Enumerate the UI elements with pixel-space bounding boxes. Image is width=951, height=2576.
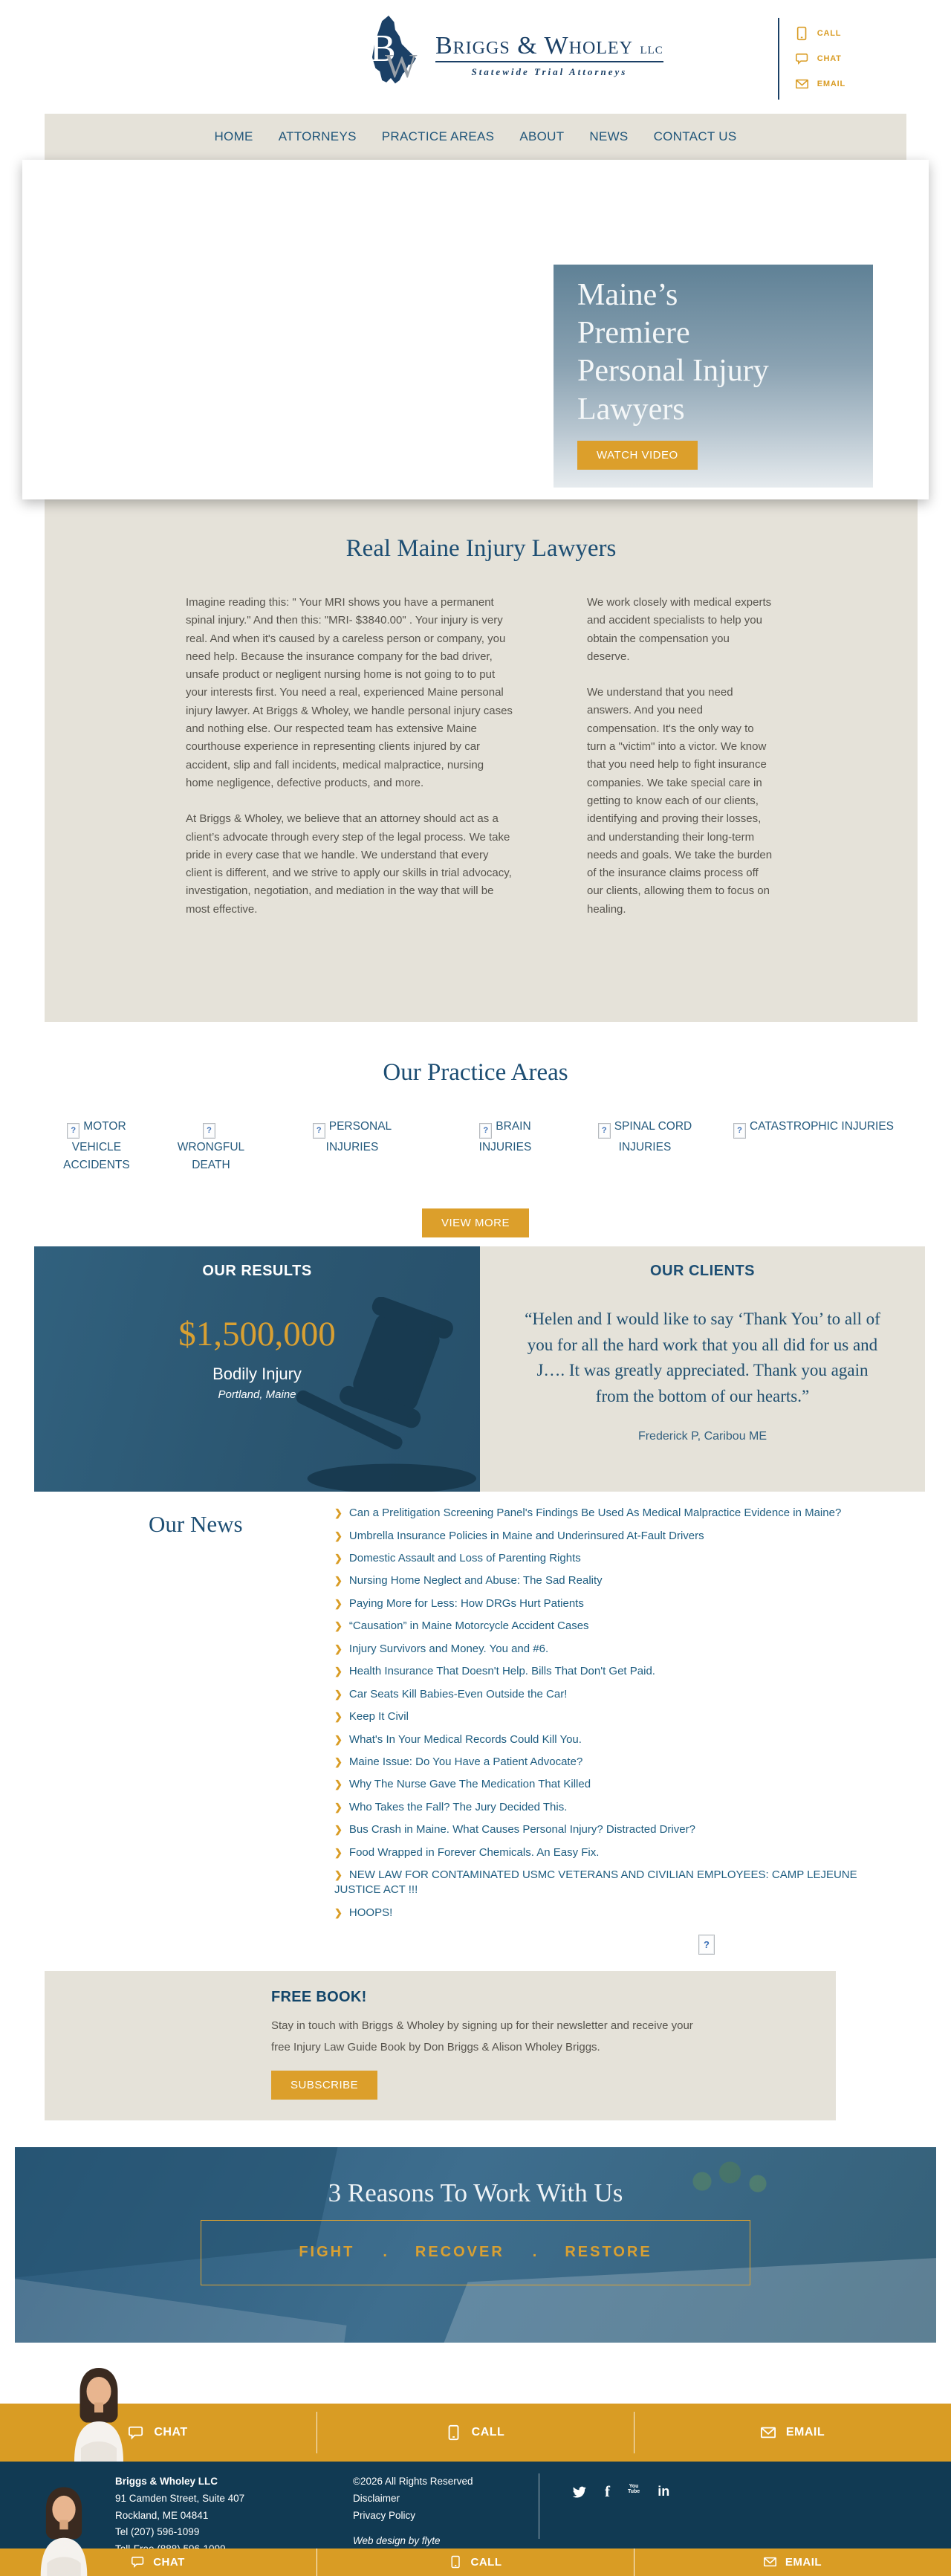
intro-right-column xyxy=(587,594,774,936)
firm-name: Briggs & Wholey llc xyxy=(435,33,663,62)
chevron-right-icon: ❯ xyxy=(334,1906,343,1918)
practice-areas-section xyxy=(0,1022,951,1237)
firm-tagline: Statewide Trial Attorneys xyxy=(471,65,628,77)
news-link[interactable]: ❯ HOOPS! xyxy=(334,1906,393,1919)
chat-button[interactable]: CHAT xyxy=(0,2404,317,2462)
nav-link[interactable]: PRACTICE AREAS xyxy=(381,129,495,143)
practice-area-link[interactable]: ?MOTOR VEHICLE ACCIDENTS xyxy=(57,1118,136,1174)
chevron-right-icon: ❯ xyxy=(334,1846,343,1858)
results-location: Portland, Maine xyxy=(218,1388,296,1402)
results-case-type: Bodily Injury xyxy=(212,1365,302,1384)
footer-address2: Rockland, ME 04841 xyxy=(115,2509,209,2521)
youtube-icon[interactable]: You Tube xyxy=(628,2483,640,2495)
maine-map-logo-icon xyxy=(357,13,425,101)
sticky-call-button[interactable]: CALL xyxy=(317,2549,634,2576)
news-link[interactable]: ❯ Why The Nurse Gave The Medication That Killed xyxy=(334,1778,591,1791)
news-section xyxy=(0,1499,951,1924)
email-button[interactable]: EMAIL xyxy=(634,2412,951,2453)
clients-title: OUR CLIENTS xyxy=(649,1263,756,1280)
footer xyxy=(0,2462,951,2549)
news-link[interactable]: ❯ Maine Issue: Do You Have a Patient Advocate? xyxy=(334,1755,583,1768)
chevron-right-icon: ❯ xyxy=(334,1507,343,1519)
footer-address1: 91 Camden Street, Suite 407 xyxy=(115,2492,245,2504)
nav-link[interactable]: NEWS xyxy=(589,129,629,143)
news-link[interactable]: ❯ Nursing Home Neglect and Abuse: The Sad Reality xyxy=(334,1574,603,1588)
header-call-link[interactable]: CALL xyxy=(796,21,845,46)
email-icon xyxy=(796,77,808,91)
chevron-right-icon: ❯ xyxy=(334,1779,343,1790)
phone-icon xyxy=(447,2424,461,2441)
intro-title: Real Maine Injury Lawyers xyxy=(345,535,617,562)
chevron-right-icon: ❯ xyxy=(334,1688,343,1700)
reason-word-restore: RESTORE xyxy=(565,2244,652,2261)
nav-link[interactable]: HOME xyxy=(214,129,253,143)
testimonial-attribution: Frederick P, Caribou ME xyxy=(637,1430,767,1443)
news-link[interactable]: ❯ Keep It Civil xyxy=(334,1710,409,1724)
client-testimonial: “Helen and I would like to say ‘Thank You’ to all of you for all the hard work that you all did for us and J…. It was greatly appreciated. Thank you again from the bottom of our hearts.” xyxy=(525,1310,880,1405)
free-book-section xyxy=(45,1971,836,2120)
footer-tel: Tel (207) 596-1099 xyxy=(115,2526,200,2538)
email-icon xyxy=(761,2424,776,2441)
receptionist-photo xyxy=(65,2361,132,2462)
footer-address-block xyxy=(115,2473,312,2549)
news-link[interactable]: ❯ Bus Crash in Maine. What Causes Personal Injury? Distracted Driver? xyxy=(334,1823,695,1836)
chat-icon xyxy=(132,2555,144,2569)
broken-image-icon xyxy=(313,1123,325,1139)
footer-company: Briggs & Wholey LLC xyxy=(115,2475,218,2487)
watch-video-button[interactable]: WATCH VIDEO xyxy=(577,441,698,470)
web-design-credit[interactable]: Web design by flyte xyxy=(353,2535,441,2547)
practice-areas-title: Our Practice Areas xyxy=(383,1059,568,1086)
header-email-link[interactable]: EMAIL xyxy=(796,71,845,97)
intro-paragraph: Imagine reading this: " Your MRI shows you have a permanent spinal injury." And then this: "MRI- $3840.00" . Your injury is very real. And when it's caused by a careless person or company, you need help. Because the insurance company for the bad driver, unsafe product or negligent nursing home is not going to to put your interests first. You need a real, experienced Maine personal injury lawyer. At Briggs & Wholey, we handle personal injury cases and nothing else. Our respected team has extensive Maine courthouse experience in representing clients injured by car accident, slip and fall incidents, medical malpractice, nursing home negligence, defective products, and more. xyxy=(186,596,513,789)
news-title: Our News xyxy=(149,1511,243,1538)
hero-title: Maine’s Premiere Personal Injury Lawyers xyxy=(577,278,769,427)
news-link[interactable]: ❯ Car Seats Kill Babies-Even Outside the Car! xyxy=(334,1687,568,1700)
main-nav xyxy=(45,114,906,160)
chevron-right-icon: ❯ xyxy=(334,1597,343,1609)
phone-icon xyxy=(796,26,808,41)
chevron-right-icon: ❯ xyxy=(334,1666,343,1677)
chevron-right-icon: ❯ xyxy=(334,1733,343,1745)
chevron-right-icon: ❯ xyxy=(334,1620,343,1632)
chevron-right-icon: ❯ xyxy=(334,1530,343,1541)
broken-image-icon xyxy=(479,1123,492,1139)
separator-dot: . xyxy=(532,2244,537,2261)
three-reasons-title: 3 Reasons To Work With Us xyxy=(328,2178,623,2207)
chevron-right-icon: ❯ xyxy=(334,1801,343,1813)
separator-dot: . xyxy=(383,2244,387,2261)
chevron-right-icon: ❯ xyxy=(334,1824,343,1836)
privacy-policy-link[interactable]: Privacy Policy xyxy=(353,2509,416,2521)
intro-left-column xyxy=(186,594,514,936)
twitter-icon[interactable] xyxy=(571,2484,587,2502)
chevron-right-icon: ❯ xyxy=(334,1643,343,1654)
header xyxy=(0,0,951,114)
practice-area-link[interactable]: ?WRONGFUL DEATH xyxy=(172,1118,250,1174)
chevron-right-icon: ❯ xyxy=(334,1553,343,1564)
news-link[interactable]: ❯ Food Wrapped in Forever Chemicals. An Easy Fix. xyxy=(334,1845,600,1859)
broken-image-icon xyxy=(698,1935,715,1955)
contact-bar xyxy=(0,2404,951,2462)
news-link[interactable]: ❯ Domestic Assault and Loss of Parenting Rights xyxy=(334,1552,581,1564)
chevron-right-icon: ❯ xyxy=(334,1755,343,1767)
call-button[interactable]: CALL xyxy=(317,2412,634,2453)
footer-social-icons xyxy=(571,2473,669,2549)
free-book-title: FREE BOOK! xyxy=(271,1989,367,2006)
intro-paragraph: We understand that you need answers. And you need compensation. It's the only way to turn a "victim" into a victor. We know that you need help to fight insurance companies. We take special care in getting to know each of our clients, identifying and proving their losses, and understanding their long-term needs and goals. We take the burden of the insurance claims process off our clients, allowing them to focus on healing. xyxy=(587,686,773,916)
hero-panel xyxy=(554,265,873,488)
nav-link[interactable]: ABOUT xyxy=(519,129,565,143)
chevron-right-icon: ❯ xyxy=(334,1575,343,1587)
view-more-button[interactable]: VIEW MORE xyxy=(422,1208,529,1237)
facebook-icon[interactable]: f xyxy=(605,2482,610,2500)
nav-link[interactable]: CONTACT US xyxy=(653,129,737,143)
email-icon xyxy=(764,2555,776,2569)
news-link[interactable]: ❯ “Causation” in Maine Motorcycle Accident Cases xyxy=(334,1619,589,1633)
news-link[interactable]: ❯ NEW LAW FOR CONTAMINATED USMC VETERANS AND CIVILIAN EMPLOYEES: CAMP LEJEUNE JUSTICE ACT !!! xyxy=(334,1868,857,1897)
nav-link[interactable]: ATTORNEYS xyxy=(278,129,357,143)
chevron-right-icon: ❯ xyxy=(334,1711,343,1723)
reason-word-recover: RECOVER xyxy=(415,2244,504,2261)
logo-letter-b: B xyxy=(370,27,396,70)
intro-section xyxy=(45,499,918,1022)
news-link[interactable]: ❯ Who Takes the Fall? The Jury Decided This. xyxy=(334,1800,568,1813)
results-amount: $1,500,000 xyxy=(178,1315,336,1354)
free-book-text: Stay in touch with Briggs & Wholey by signing up for their newsletter and receive your free Injury Law Guide Book by Don Briggs & Alison Wholey Briggs. xyxy=(271,2019,693,2054)
news-link[interactable]: ❯ Can a Prelitigation Screening Panel's Findings Be Used As Medical Malpractice Evidence in Maine? xyxy=(334,1507,842,1520)
broken-image-icon xyxy=(733,1123,746,1139)
footer-copyright: ©2026 All Rights Reserved xyxy=(353,2475,473,2487)
sticky-email-button[interactable]: EMAIL xyxy=(634,2549,951,2576)
our-results-panel xyxy=(34,1246,480,1492)
sticky-chat-button[interactable]: CHAT xyxy=(0,2549,317,2576)
our-clients-panel xyxy=(480,1246,925,1492)
live-chat-agent-photo[interactable] xyxy=(30,2481,98,2576)
intro-paragraph: At Briggs & Wholey, we believe that an attorney should act as a client’s advocate through every step of the legal process. We take pride in every case that we handle. We understand that every client is different, and we strive to apply our skills in trial advocacy, investigation, negotiation, and mediation in the way that will be most effective. xyxy=(186,812,512,916)
news-link[interactable]: ❯ Umbrella Insurance Policies in Maine and Underinsured At-Fault Drivers xyxy=(334,1529,704,1542)
broken-image-icon xyxy=(203,1123,215,1139)
results-title: OUR RESULTS xyxy=(202,1263,312,1280)
disclaimer-link[interactable]: Disclaimer xyxy=(353,2492,400,2504)
chat-icon xyxy=(796,51,808,66)
footer-legal-block xyxy=(353,2473,524,2549)
news-link[interactable]: ❯ Health Insurance That Doesn't Help. Bills That Don't Get Paid. xyxy=(334,1665,655,1678)
header-contact-links xyxy=(778,18,845,100)
linkedin-icon[interactable]: in xyxy=(658,2483,670,2499)
three-reasons-section xyxy=(15,2147,936,2343)
chevron-right-icon: ❯ xyxy=(334,1869,343,1881)
intro-paragraph: We work closely with medical experts and accident specialists to help you obtain the compensation you deserve. xyxy=(587,596,772,663)
news-link[interactable]: ❯ What's In Your Medical Records Could Kill You. xyxy=(334,1732,582,1746)
logo[interactable] xyxy=(357,13,663,101)
news-link[interactable]: ❯ Paying More for Less: How DRGs Hurt Patients xyxy=(334,1596,584,1610)
news-link[interactable]: ❯ Injury Survivors and Money. You and #6. xyxy=(334,1642,549,1655)
phone-icon xyxy=(449,2555,462,2569)
header-chat-link[interactable]: CHAT xyxy=(796,46,845,71)
practice-area-link[interactable]: ?BRAIN INJURIES xyxy=(454,1118,556,1174)
practice-area-link[interactable]: ?CATASTROPHIC INJURIES xyxy=(733,1118,894,1174)
practice-area-link[interactable]: ?SPINAL CORD INJURIES xyxy=(592,1118,698,1174)
hero xyxy=(22,160,929,499)
sticky-contact-bar xyxy=(0,2549,951,2576)
practice-area-link[interactable]: ?PERSONAL INJURIES xyxy=(286,1118,418,1174)
broken-image-icon xyxy=(598,1123,611,1139)
logo-letter-w: W xyxy=(385,47,418,85)
broken-image-icon xyxy=(67,1123,79,1139)
fight-recover-restore-box xyxy=(201,2220,750,2285)
reason-word-fight: FIGHT xyxy=(299,2244,355,2261)
subscribe-button[interactable]: SUBSCRIBE xyxy=(271,2071,377,2100)
